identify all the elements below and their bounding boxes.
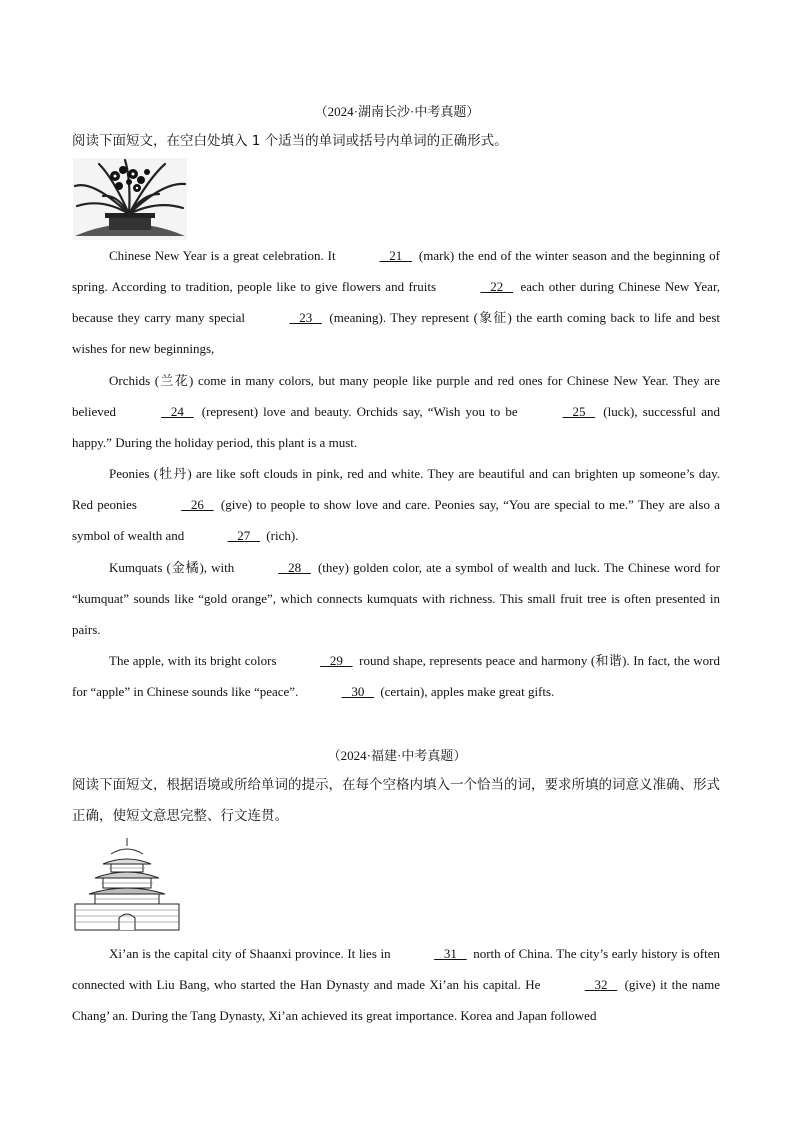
paragraph-text: (give) it the name Chang’ an. During the Tang Dynasty, Xi’an achieved its great importance. Korea and Japan followed <box>72 977 720 1023</box>
answer-blank[interactable]: 30 <box>341 684 375 699</box>
section2-paragraph-1 <box>72 938 720 1031</box>
paragraph-text: north of China. The city’s early history is often connected with Liu Bang, who started the Han Dynasty and made Xi’an his capital. He <box>72 946 720 992</box>
paragraph-text: (rich). <box>263 528 299 543</box>
paragraph-text: (represent) love and beauty. Orchids say, “Wish you to be <box>196 404 523 419</box>
section1-paragraph-3 <box>72 458 720 551</box>
paragraph-text: round shape, represents peace and harmony (和谐). In fact, the word for “apple” in Chinese sounds like “peace”. <box>72 653 720 699</box>
answer-blank[interactable]: 25 <box>562 404 596 419</box>
paragraph-text: The apple, with its bright colors <box>109 653 281 668</box>
section1-instruction: 阅读下面短文，在空白处填入 1 个适当的单词或括号内单词的正确形式。 <box>72 133 508 149</box>
paragraph-text: each other during Chinese New Year, because they carry many special <box>72 279 721 325</box>
answer-blank[interactable]: 31 <box>434 946 467 961</box>
section1-paragraph-5 <box>72 645 720 707</box>
answer-blank[interactable]: 27 <box>227 528 261 543</box>
paragraph-text: Kumquats (金橘), with <box>109 560 239 575</box>
answer-blank[interactable]: 21 <box>379 248 412 263</box>
section1-paragraph-1 <box>72 240 720 364</box>
section2-source: （2024·福建·中考真题） <box>327 748 467 763</box>
paragraph-text: (they) golden color, ate a symbol of wealth and luck. The Chinese word for “kumquat” sounds like “gold orange”, which connects kumquats with richness. This small fruit tree is often presented in pairs. <box>72 560 720 637</box>
section1-paragraph-4 <box>72 552 720 645</box>
paragraph-text: Chinese New Year is a great celebration. It <box>109 248 340 263</box>
answer-blank[interactable]: 32 <box>584 977 618 992</box>
answer-blank[interactable]: 23 <box>289 310 322 325</box>
answer-blank[interactable]: 28 <box>278 560 311 575</box>
paragraph-text: (meaning). They represent (象征) the earth coming back to life and best wishes for new beginnings, <box>72 310 720 356</box>
paragraph-text: Orchids (兰花) come in many colors, but many people like purple and red ones for Chinese New Year. They are believed <box>72 373 720 419</box>
paragraph-text: (certain), apples make great gifts. <box>377 684 555 699</box>
paragraph-text: (luck), successful and happy.” During the holiday period, this plant is a must. <box>72 404 720 450</box>
orchid-illustration <box>73 158 187 240</box>
section1-paragraph-2 <box>72 365 720 458</box>
paragraph-text: Peonies (牡丹) are like soft clouds in pink, red and white. They are beautiful and can brighten up someone’s day. Red peonies <box>72 466 720 512</box>
bell-tower-illustration <box>73 838 181 932</box>
paragraph-text: Xi’an is the capital city of Shaanxi province. It lies in <box>109 946 395 961</box>
answer-blank[interactable]: 22 <box>480 279 513 294</box>
section1-source: （2024·湖南长沙·中考真题） <box>314 104 480 119</box>
answer-blank[interactable]: 26 <box>181 497 214 512</box>
section2-instruction: 阅读下面短文，根据语境或所给单词的提示，在每个空格内填入一个恰当的词，要求所填的词意义准确、形式正确，使短文意思完整、行文连贯。 <box>72 777 720 824</box>
answer-blank[interactable]: 24 <box>161 404 194 419</box>
paragraph-text: (mark) the end of the winter season and the beginning of spring. According to tradition, people like to give flowers and fruits <box>72 248 720 294</box>
answer-blank[interactable]: 29 <box>320 653 353 668</box>
paragraph-text: (give) to people to show love and care. Peonies say, “You are special to me.” They are also a symbol of wealth and <box>72 497 721 543</box>
